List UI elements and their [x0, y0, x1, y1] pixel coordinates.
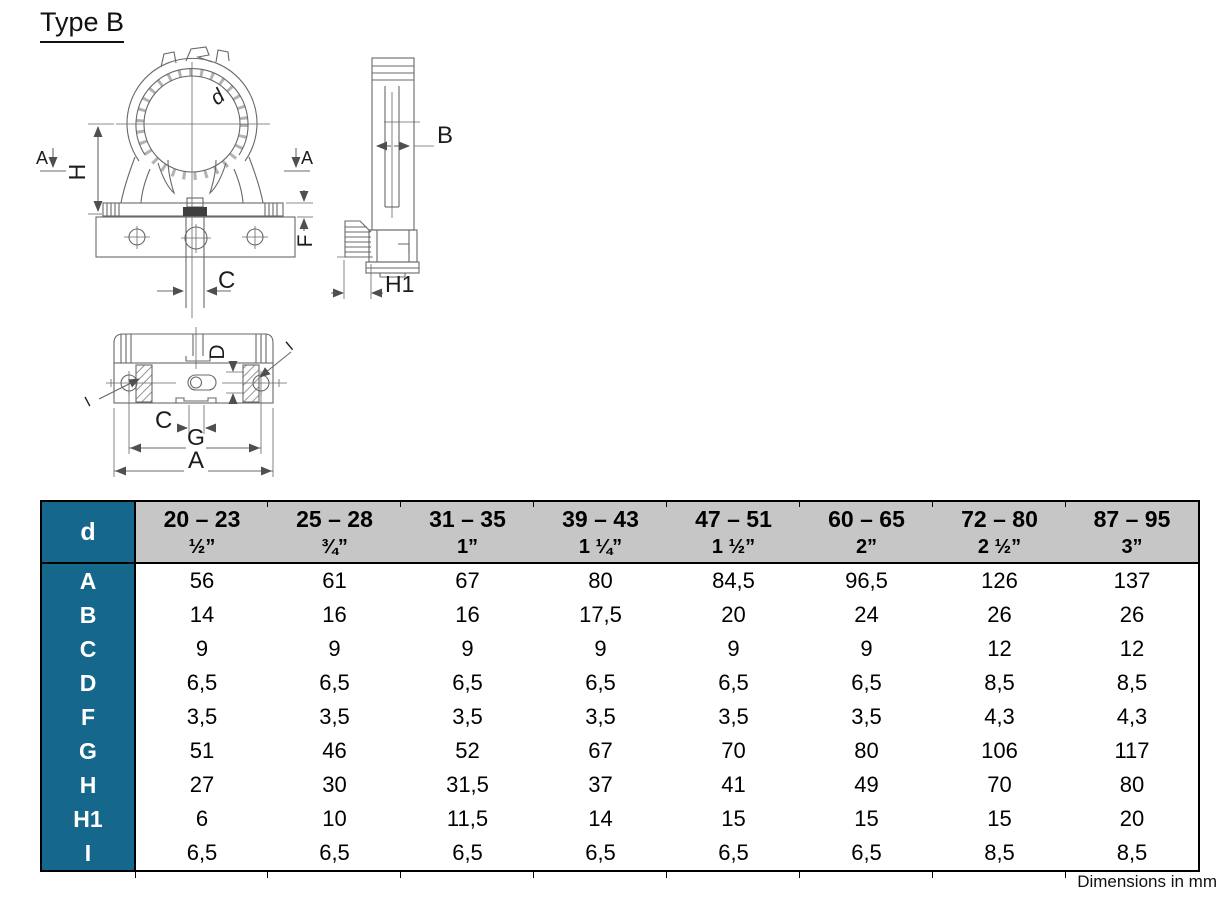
table-cell: 30 — [268, 768, 401, 802]
hatched-section-left — [136, 365, 152, 402]
diameter-range: 72 – 80 — [961, 506, 1038, 532]
front-view-labels — [36, 84, 317, 294]
row-label: C — [41, 632, 135, 666]
column-header — [534, 501, 667, 563]
table-cell: 16 — [268, 598, 401, 632]
row-label: B — [41, 598, 135, 632]
column-header — [933, 501, 1066, 563]
column-header — [1066, 501, 1199, 563]
inch-size: 3” — [1121, 536, 1143, 558]
dim-label-g: G — [187, 424, 205, 450]
row-label: H1 — [41, 802, 135, 836]
table-cell: 9 — [135, 632, 268, 666]
column-header — [401, 501, 534, 563]
table-row — [41, 768, 1199, 802]
table-cell: 3,5 — [135, 700, 268, 734]
column-header — [667, 501, 800, 563]
table-cell: 3,5 — [800, 700, 933, 734]
column-header — [800, 501, 933, 563]
table-cell: 4,3 — [933, 700, 1066, 734]
table-cell: 96,5 — [800, 563, 933, 598]
table-cell: 84,5 — [667, 563, 800, 598]
table-cell: 6,5 — [268, 666, 401, 700]
table-cell: 67 — [534, 734, 667, 768]
dim-label-d: d — [205, 84, 230, 110]
table-cell: 9 — [401, 632, 534, 666]
table-cell: 46 — [268, 734, 401, 768]
leader-label-i-right: I — [282, 338, 297, 355]
dim-label-a: A — [187, 447, 205, 474]
table-cell: 10 — [268, 802, 401, 836]
table-cell: 6,5 — [800, 836, 933, 871]
table-cell: 6,5 — [268, 836, 401, 871]
table-row — [41, 734, 1199, 768]
table-cell: 61 — [268, 563, 401, 598]
inch-size: 1” — [456, 536, 479, 558]
diameter-range: 20 – 23 — [163, 506, 241, 532]
inch-size: ¾” — [321, 536, 348, 558]
inch-size: 2 ½” — [977, 536, 1022, 558]
table-row — [41, 802, 1199, 836]
table-cell: 49 — [800, 768, 933, 802]
inch-size: 1 ½” — [711, 536, 756, 558]
dim-label-f: F — [294, 234, 317, 248]
table-cell: 15 — [667, 802, 800, 836]
column-header — [268, 501, 401, 563]
table-cell: 12 — [933, 632, 1066, 666]
dim-label-c-bottom: C — [155, 407, 173, 434]
dim-label-b: B — [437, 122, 454, 149]
diameter-range: 60 – 65 — [828, 506, 905, 532]
table-cell: 3,5 — [268, 700, 401, 734]
table-cell: 6,5 — [667, 666, 800, 700]
table-cell: 9 — [667, 632, 800, 666]
row-label: G — [41, 734, 135, 768]
row-label: F — [41, 700, 135, 734]
diameter-range: 47 – 51 — [695, 506, 772, 532]
table-cell: 6,5 — [534, 666, 667, 700]
table-cell: 70 — [667, 734, 800, 768]
table-cell: 37 — [534, 768, 667, 802]
table-cell: 6 — [135, 802, 268, 836]
header-row — [41, 501, 1199, 563]
table-cell: 3,5 — [667, 700, 800, 734]
table-cell: 51 — [135, 734, 268, 768]
table-cell: 56 — [135, 563, 268, 598]
diameter-range: 39 – 43 — [562, 506, 639, 532]
table-cell: 8,5 — [933, 836, 1066, 871]
table-row — [41, 666, 1199, 700]
dim-label-h: H — [64, 163, 90, 181]
table-cell: 126 — [933, 563, 1066, 598]
table-cell: 12 — [1066, 632, 1199, 666]
leader-label-i-left: I — [81, 393, 94, 411]
dim-label-h1: H1 — [385, 271, 415, 297]
table-cell: 41 — [667, 768, 800, 802]
inch-size: ½” — [188, 536, 216, 558]
table-cell: 6,5 — [135, 836, 268, 871]
table-cell: 117 — [1066, 734, 1199, 768]
table-cell: 14 — [534, 802, 667, 836]
dim-label-c-front: C — [218, 267, 236, 294]
row-label: H — [41, 768, 135, 802]
table-cell: 26 — [1066, 598, 1199, 632]
table-cell: 20 — [1066, 802, 1199, 836]
table-cell: 80 — [534, 563, 667, 598]
corner-cell-d: d — [41, 501, 135, 563]
table-cell: 70 — [933, 768, 1066, 802]
table-cell: 17,5 — [534, 598, 667, 632]
table-cell: 67 — [401, 563, 534, 598]
table-cell: 9 — [268, 632, 401, 666]
table-cell: 26 — [933, 598, 1066, 632]
row-label: A — [41, 563, 135, 598]
dim-label-d-hole: D — [206, 344, 229, 360]
diameter-range: 31 – 35 — [429, 506, 506, 532]
table-cell: 4,3 — [1066, 700, 1199, 734]
table-cell: 6,5 — [534, 836, 667, 871]
diameter-range: 87 – 95 — [1093, 506, 1171, 532]
table-cell: 8,5 — [1066, 836, 1199, 871]
table-cell: 80 — [800, 734, 933, 768]
diameter-range: 25 – 28 — [296, 506, 373, 532]
clamp-nut — [183, 207, 207, 216]
table-cell: 3,5 — [401, 700, 534, 734]
side-view — [331, 58, 434, 299]
table-cell: 9 — [534, 632, 667, 666]
table-cell: 6,5 — [800, 666, 933, 700]
table-cell: 8,5 — [933, 666, 1066, 700]
inch-size: 2” — [855, 536, 878, 558]
dimension-table — [40, 500, 1200, 872]
table-cell: 24 — [800, 598, 933, 632]
table-cell: 9 — [800, 632, 933, 666]
table-row — [41, 700, 1199, 734]
hatched-section-right — [243, 365, 259, 402]
section-label-a-right: A — [301, 148, 314, 168]
table-row — [41, 632, 1199, 666]
table-cell: 3,5 — [534, 700, 667, 734]
table-cell: 80 — [1066, 768, 1199, 802]
inch-size: 1 ¼” — [578, 536, 623, 558]
table-cell: 6,5 — [667, 836, 800, 871]
table-cell: 11,5 — [401, 802, 534, 836]
row-label: I — [41, 836, 135, 871]
front-view — [40, 47, 313, 318]
table-cell: 6,5 — [401, 836, 534, 871]
column-header — [135, 501, 268, 563]
table-cell: 137 — [1066, 563, 1199, 598]
page-title: Type B — [40, 8, 124, 43]
table-cell: 15 — [933, 802, 1066, 836]
table-row — [41, 598, 1199, 632]
table-cell: 20 — [667, 598, 800, 632]
table-cell: 15 — [800, 802, 933, 836]
table-cell: 6,5 — [135, 666, 268, 700]
units-note: Dimensions in mm — [1077, 872, 1217, 891]
table-row — [41, 836, 1199, 871]
table-cell: 8,5 — [1066, 666, 1199, 700]
section-label-a-left: A — [36, 148, 49, 168]
table-cell: 106 — [933, 734, 1066, 768]
table-cell: 27 — [135, 768, 268, 802]
table-cell: 52 — [401, 734, 534, 768]
table-cell: 16 — [401, 598, 534, 632]
table-cell: 6,5 — [401, 666, 534, 700]
table-cell: 31,5 — [401, 768, 534, 802]
row-label: D — [41, 666, 135, 700]
table-cell: 14 — [135, 598, 268, 632]
table-row — [41, 563, 1199, 598]
